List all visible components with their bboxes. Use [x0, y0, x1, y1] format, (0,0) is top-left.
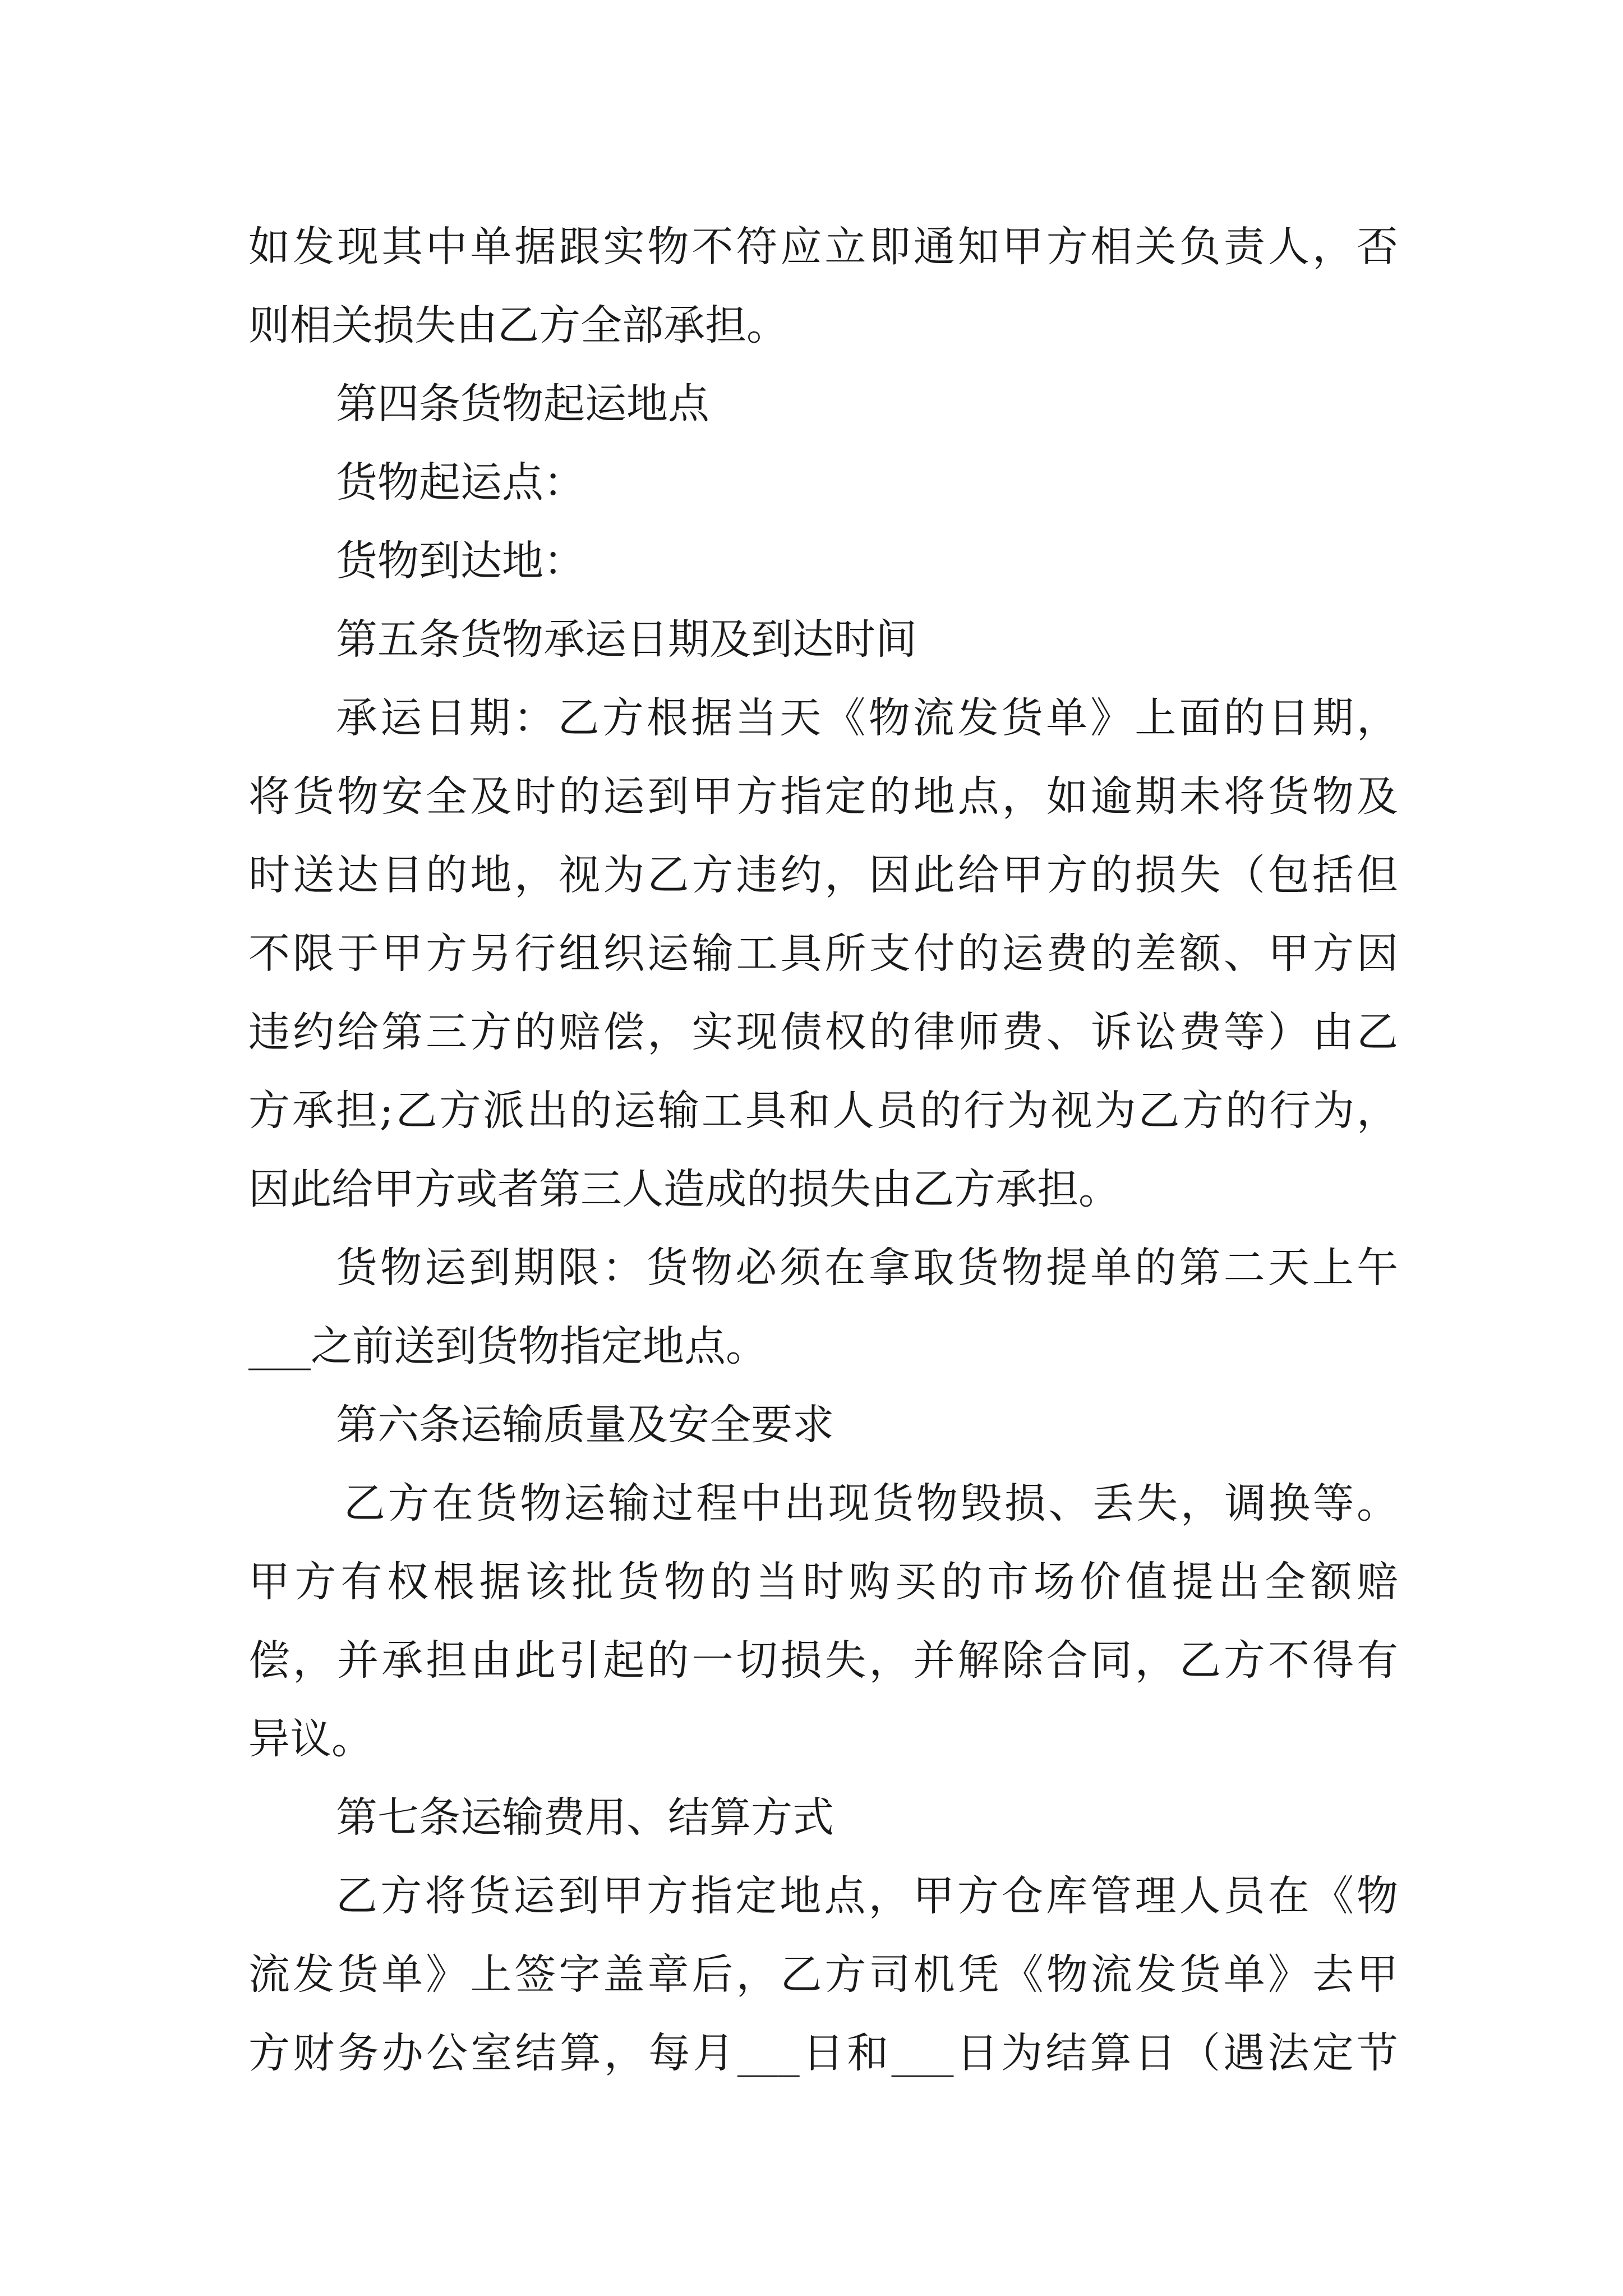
- body-line: 货物到达地：: [336, 537, 585, 585]
- section-heading: 第五条货物承运日期及到达时间: [336, 615, 917, 664]
- section-heading: 第七条运输费用、结算方式: [336, 1793, 834, 1842]
- body-line: 方承担;乙方派出的运输工具和人员的行为视为乙方的行为，: [248, 1087, 1398, 1135]
- body-line: 方财务办公室结算，每月___日和___日为结算日（遇法定节: [248, 2029, 1398, 2077]
- body-line: 货物起运点：: [336, 458, 585, 507]
- body-line: 货物运到期限：货物必须在拿取货物提单的第二天上午: [336, 1244, 1398, 1292]
- body-line: 时送达目的地，视为乙方违约，因此给甲方的损失（包括但: [248, 851, 1398, 899]
- body-line: 乙方将货运到甲方指定地点，甲方仓库管理人员在《物: [336, 1872, 1398, 1920]
- body-line: 乙方在货物运输过程中出现货物毁损、丢失，调换等。: [344, 1479, 1398, 1527]
- document-body: [248, 208, 1398, 2092]
- section-heading: 第四条货物起运地点: [336, 380, 709, 428]
- body-line: 异议。: [248, 1715, 373, 1763]
- body-line: ___之前送到货物指定地点。: [248, 1322, 767, 1370]
- body-line: 流发货单》上签字盖章后，乙方司机凭《物流发货单》去甲: [248, 1950, 1398, 1999]
- body-line: 偿，并承担由此引起的一切损失，并解除合同，乙方不得有: [248, 1636, 1398, 1685]
- section-heading: 第六条运输质量及安全要求: [336, 1401, 834, 1449]
- body-line: 甲方有权根据该批货物的当时购买的市场价值提出全额赔: [248, 1558, 1398, 1606]
- body-line: 将货物安全及时的运到甲方指定的地点，如逾期未将货物及: [248, 772, 1398, 821]
- body-line: 如发现其中单据跟实物不符应立即通知甲方相关负责人，否: [248, 223, 1398, 271]
- body-line: 因此给甲方或者第三人造成的损失由乙方承担。: [248, 1165, 1120, 1213]
- body-line: 承运日期：乙方根据当天《物流发货单》上面的日期，: [336, 694, 1398, 742]
- body-line: 则相关损失由乙方全部承担。: [248, 301, 788, 349]
- body-line: 不限于甲方另行组织运输工具所支付的运费的差额、甲方因: [248, 930, 1398, 978]
- body-line: 违约给第三方的赔偿，实现债权的律师费、诉讼费等）由乙: [248, 1008, 1398, 1056]
